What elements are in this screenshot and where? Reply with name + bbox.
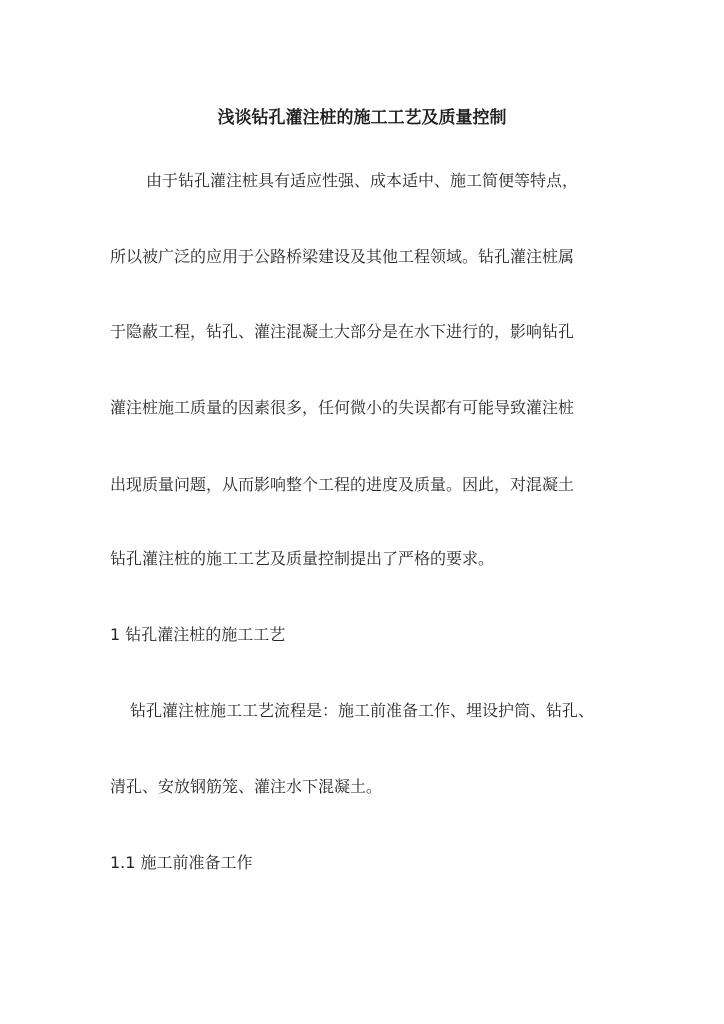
paragraph-line: 于隐蔽工程，钻孔、灌注混凝土大部分是在水下进行的，影响钻孔 [110,322,575,341]
paragraph-line: 清孔、安放钢筋笼、灌注水下混凝土。 [110,777,383,796]
paragraph-line: 钻孔灌注桩施工工艺流程是：施工前准备工作、埋设护筒、钻孔、 [130,701,595,720]
paragraph-line: 出现质量问题，从而影响整个工程的进度及质量。因此，对混凝土 [110,475,575,494]
paragraph-line: 钻孔灌注桩的施工工艺及质量控制提出了严格的要求。 [110,549,495,568]
document-title: 浅谈钻孔灌注桩的施工工艺及质量控制 [217,108,507,128]
paragraph-line: 由于钻孔灌注桩具有适应性强、成本适中、施工简便等特点， [146,171,579,190]
paragraph-line: 所以被广泛的应用于公路桥梁建设及其他工程领域。钻孔灌注桩属 [110,247,575,266]
section-heading: 1 钻孔灌注桩的施工工艺 [110,625,286,644]
paragraph-line: 灌注桩施工质量的因素很多，任何微小的失误都有可能导致灌注桩 [110,398,575,417]
subsection-heading: 1.1 施工前准备工作 [110,853,253,872]
